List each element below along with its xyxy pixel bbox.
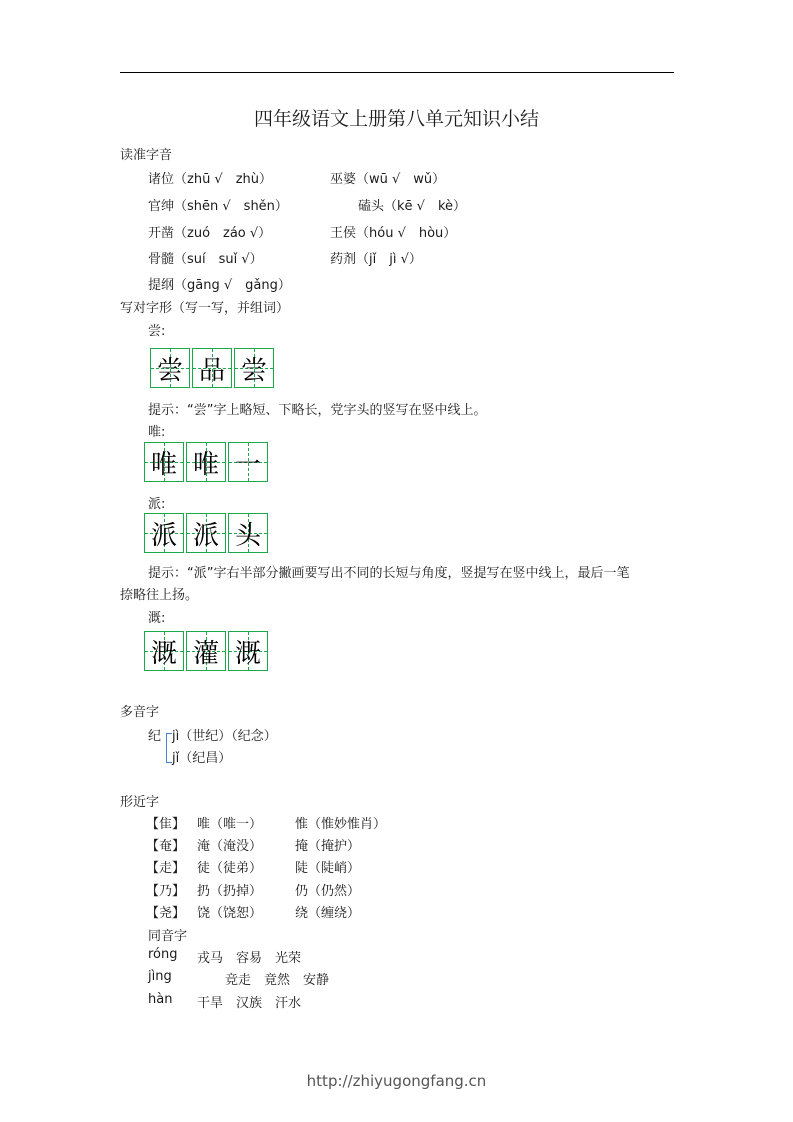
writing-grid-cell: 派: [144, 513, 184, 553]
similar-word: 掩（掩护）: [295, 839, 361, 854]
pinyin-item: 王侯（hóu √ hòu）: [330, 226, 457, 241]
section-heading-polyphonic: 多音字: [120, 705, 160, 720]
section-heading-homophones: 同音字: [148, 929, 188, 944]
pinyin-item: 提纲（gāng √ gǎng）: [148, 278, 291, 293]
homophone-words: 干旱 汉族 汗水: [197, 996, 302, 1011]
similar-word: 唯（唯一）: [197, 817, 263, 832]
tip-text: 提示：“尝”字上略短、下略长，党字头的竖写在竖中线上。: [148, 403, 487, 418]
header-rule: [120, 72, 674, 73]
polyphonic-reading: jì（世纪）（纪念）: [172, 729, 277, 744]
writing-grid-row: [144, 442, 270, 482]
writing-grid-cell: 唯: [186, 442, 226, 482]
homophone-pinyin: hàn: [148, 992, 173, 1007]
pinyin-item: 诸位（zhū √ zhù）: [148, 172, 273, 187]
homophone-words: 戎马 容易 光荣: [197, 951, 302, 966]
similar-tag: 【走】: [146, 861, 186, 876]
similar-word: 饶（饶恕）: [197, 906, 263, 921]
similar-word: 徒（徒弟）: [197, 861, 263, 876]
footer-url[interactable]: http://zhiyugongfang.cn: [306, 1072, 487, 1090]
pinyin-item: 官绅（shēn √ shěn）: [148, 199, 288, 214]
pinyin-item: 药剂（jǐ jì √）: [330, 252, 422, 267]
pinyin-item: 磕头（kē √ kè）: [358, 199, 467, 214]
similar-tag: 【隹】: [146, 817, 186, 832]
section-heading-pronunciation: 读准字音: [120, 148, 173, 163]
writing-grid-row: [150, 348, 276, 388]
similar-tag: 【奄】: [146, 839, 186, 854]
similar-word: 淹（淹没）: [197, 839, 263, 854]
char-label: 派:: [148, 497, 166, 512]
writing-grid-cell: 尝: [234, 348, 274, 388]
similar-word: 惟（惟妙惟肖）: [295, 817, 387, 832]
pinyin-item: 开凿（zuó záo √）: [148, 226, 272, 241]
tip-text: 捺略往上扬。: [120, 588, 199, 603]
writing-grid-cell: 一: [228, 442, 268, 482]
pinyin-item: 巫婆（wū √ wǔ）: [330, 172, 446, 187]
writing-grid-cell: 品: [192, 348, 232, 388]
similar-word: 陡（陡峭）: [295, 861, 361, 876]
homophone-words: 竞走 竟然 安静: [225, 973, 330, 988]
writing-grid-cell: 派: [186, 513, 226, 553]
section-heading-similar: 形近字: [120, 795, 160, 810]
writing-grid-cell: 溉: [144, 631, 184, 671]
writing-grid-cell: 溉: [228, 631, 268, 671]
writing-grid-row: [144, 513, 270, 553]
similar-tag: 【乃】: [146, 884, 186, 899]
polyphonic-char: 纪: [148, 729, 162, 744]
page-title: 四年级语文上册第八单元知识小结: [253, 108, 539, 130]
tip-text: 提示：“派”字右半部分撇画要写出不同的长短与角度，竖提写在竖中线上，最后一笔: [148, 566, 630, 581]
polyphonic-reading: jǐ（纪昌）: [172, 751, 232, 766]
pinyin-item: 骨髓（suí suǐ √）: [148, 252, 263, 267]
writing-grid-cell: 灌: [186, 631, 226, 671]
writing-grid-cell: 头: [228, 513, 268, 553]
writing-grid-row: [144, 631, 270, 671]
char-label: 溉:: [148, 611, 166, 626]
char-label: 唯:: [148, 425, 166, 440]
homophone-pinyin: jìng: [148, 969, 172, 984]
char-label: 尝:: [148, 324, 166, 339]
writing-grid-cell: 唯: [144, 442, 184, 482]
similar-word: 绕（缠绕）: [295, 906, 361, 921]
section-heading-writing: 写对字形（写一写，并组词）: [120, 301, 290, 316]
writing-grid-cell: 尝: [150, 348, 190, 388]
similar-tag: 【尧】: [146, 906, 186, 921]
similar-word: 扔（扔掉）: [197, 884, 263, 899]
similar-word: 仍（仍然）: [295, 884, 361, 899]
homophone-pinyin: róng: [148, 947, 178, 962]
